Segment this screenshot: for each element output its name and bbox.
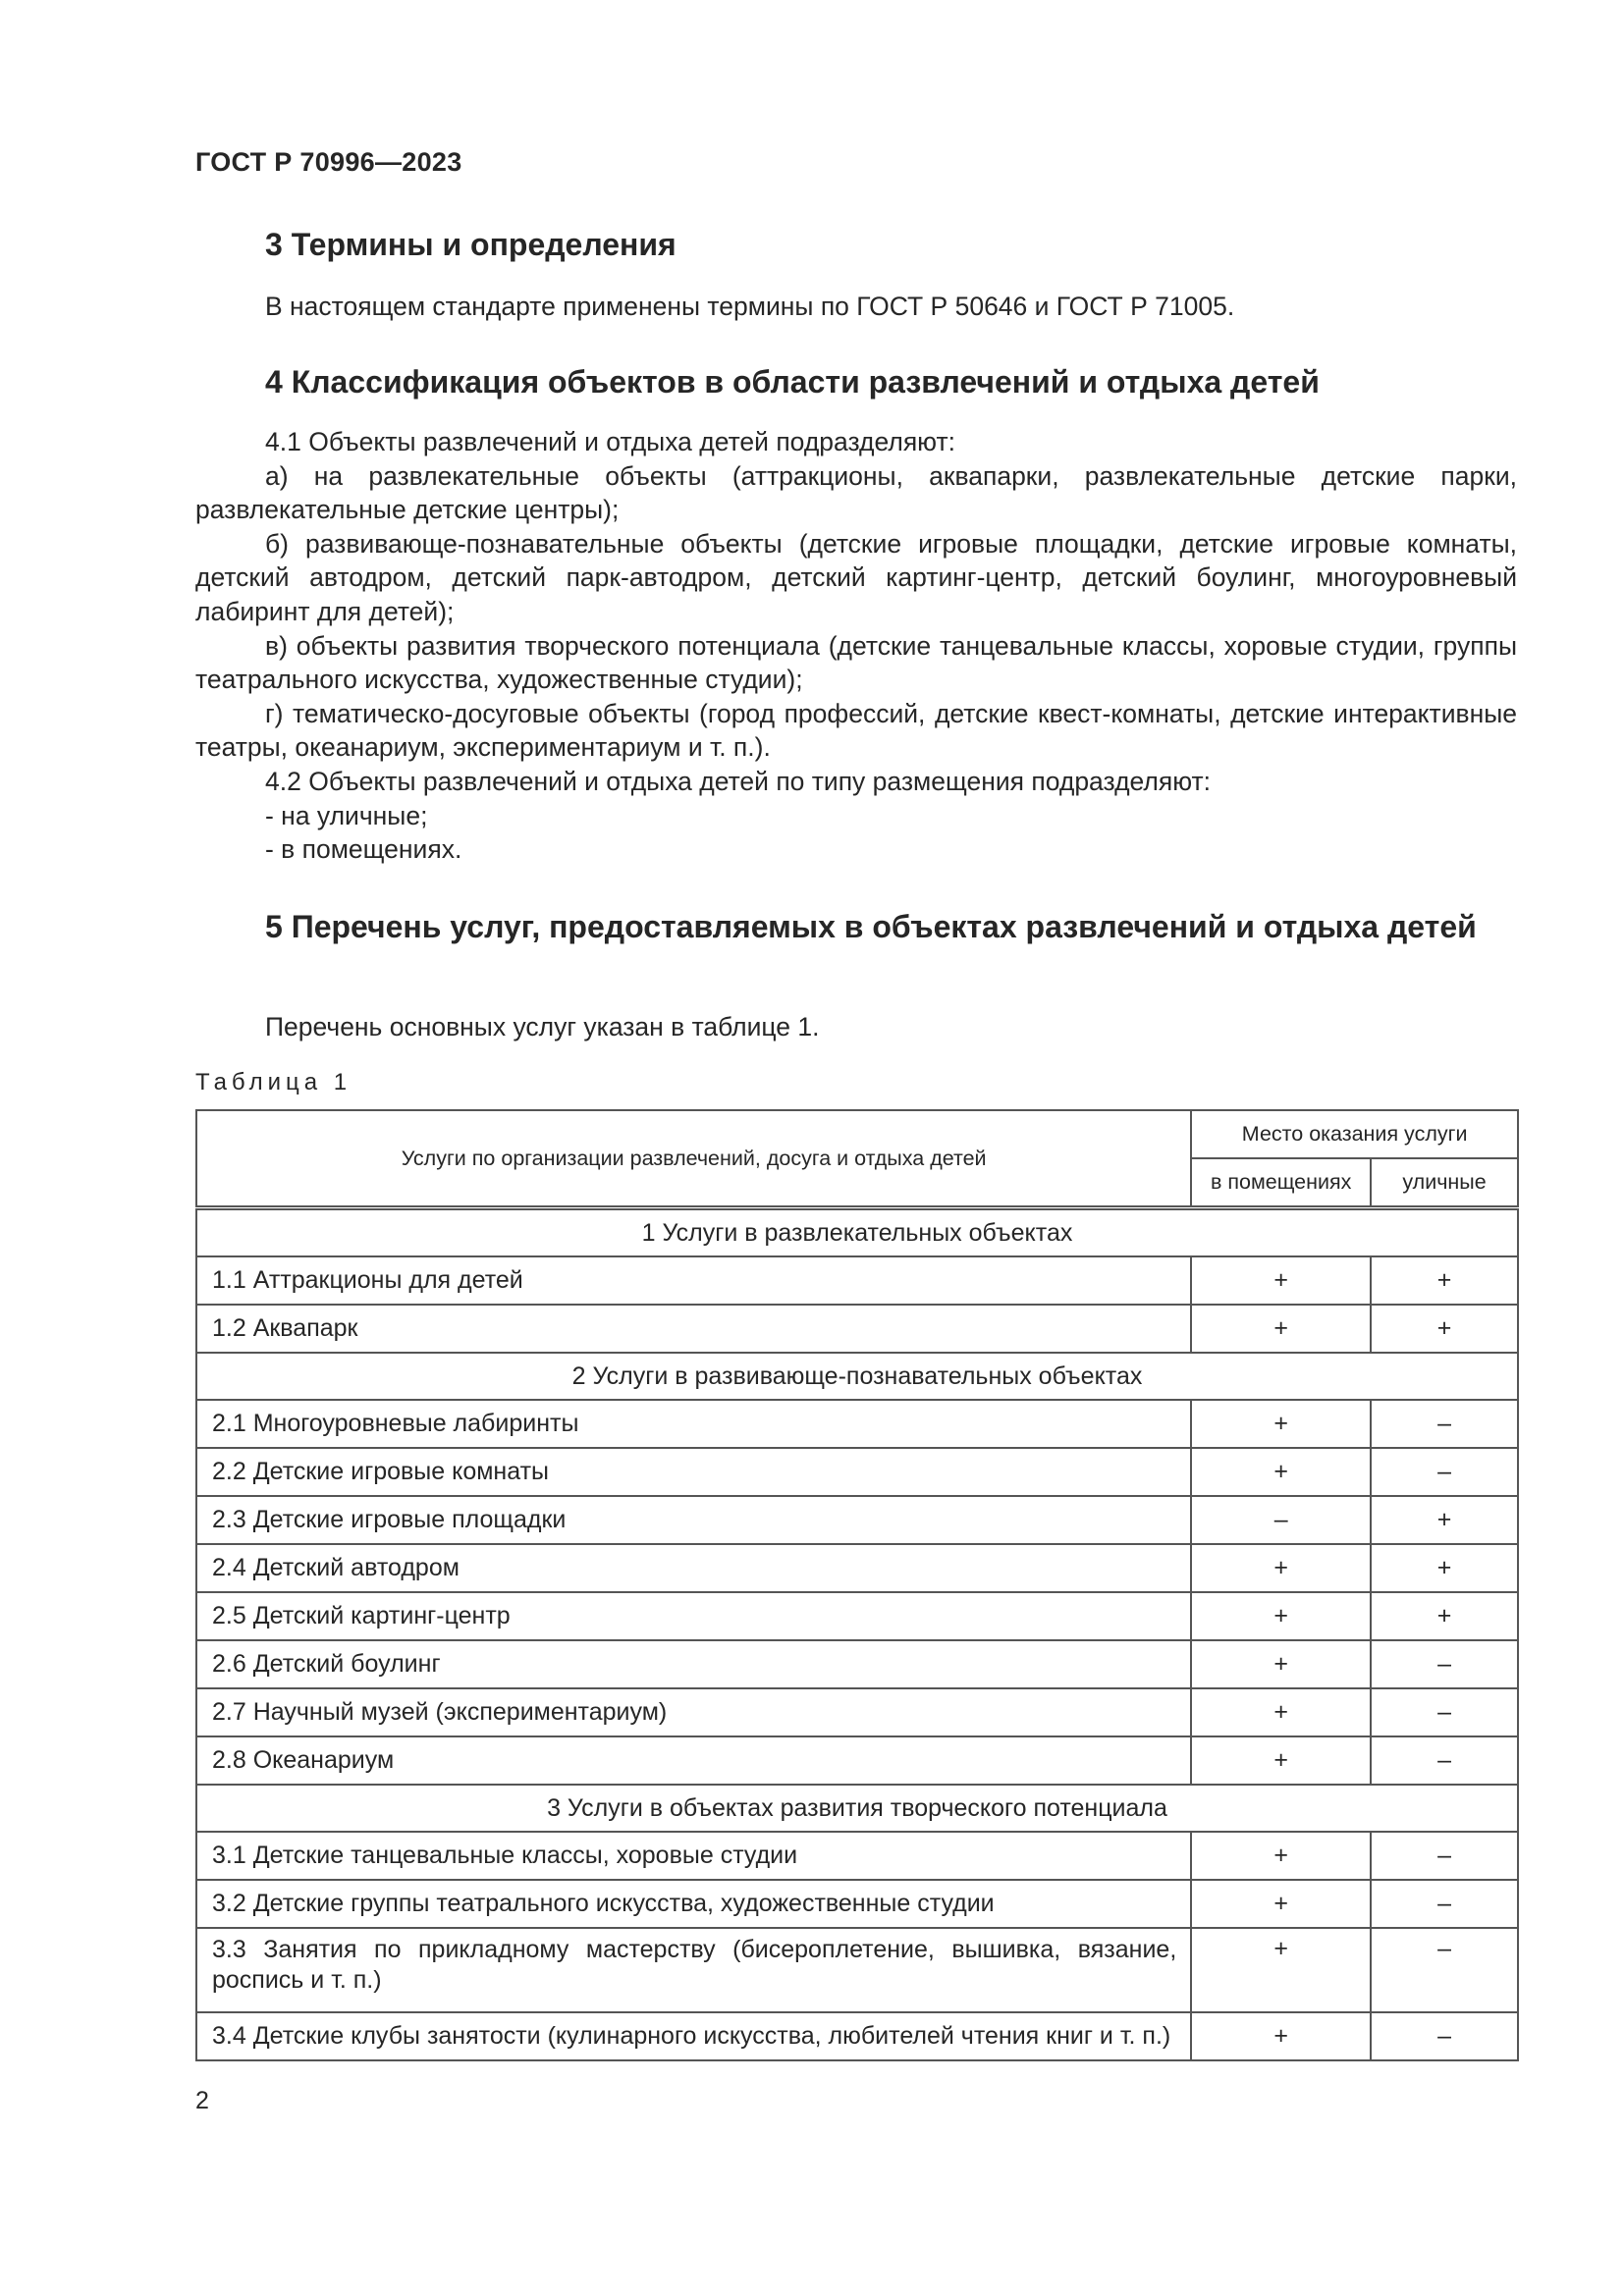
service-name-cell: 3.4 Детские клубы занятости (кулинарного искусства, любителей чтения книг и т. п.) <box>196 2012 1191 2060</box>
table-row <box>196 1496 1518 1544</box>
column-header-place: Место оказания услуги <box>1191 1110 1518 1158</box>
service-name-cell: 2.7 Научный музей (экспериментариум) <box>196 1688 1191 1736</box>
list-item-v: в) объекты развития творческого потенциала (детские танцевальные классы, хоровые студии, группы театрального искусства, художественные студии); <box>195 630 1517 695</box>
service-name-cell: 3.2 Детские группы театрального искусства, художественные студии <box>196 1880 1191 1928</box>
paragraph-4-1: 4.1 Объекты развлечений и отдыха детей подразделяют: <box>265 427 955 456</box>
table-row <box>196 1928 1518 2012</box>
service-name-cell: 3.3 Занятия по прикладному мастерству (бисероплетение, вышивка, вязание, роспись и т. п.) <box>196 1928 1191 2012</box>
service-name-cell: 2.6 Детский боулинг <box>196 1640 1191 1688</box>
table-row <box>196 1736 1518 1785</box>
indoor-mark-cell: + <box>1191 1688 1371 1736</box>
indoor-mark-cell: + <box>1191 1305 1371 1353</box>
section-5-title: 5 Перечень услуг, предоставляемых в объектах развлечений и отдыха детей <box>265 909 1477 944</box>
table-group-row <box>196 1353 1518 1400</box>
indoor-mark-cell: + <box>1191 1448 1371 1496</box>
section-3-body <box>195 290 1517 324</box>
table-row <box>196 1640 1518 1688</box>
indoor-mark-cell: + <box>1191 2012 1371 2060</box>
service-name-cell: 2.3 Детские игровые площадки <box>196 1496 1191 1544</box>
list-item-outdoor: - на уличные; <box>265 800 428 830</box>
table-row <box>196 1305 1518 1353</box>
document-code: ГОСТ Р 70996—2023 <box>195 147 462 177</box>
indoor-mark-cell: + <box>1191 1880 1371 1928</box>
outdoor-mark-cell: + <box>1371 1544 1518 1592</box>
outdoor-mark-cell: – <box>1371 1928 1518 2012</box>
column-header-indoor: в помещениях <box>1191 1158 1371 1208</box>
outdoor-mark-cell: – <box>1371 2012 1518 2060</box>
outdoor-mark-cell: – <box>1371 1640 1518 1688</box>
table-group-title: 3 Услуги в объектах развития творческого потенциала <box>196 1785 1518 1832</box>
services-table <box>195 1109 1519 2061</box>
table-row <box>196 1688 1518 1736</box>
indoor-mark-cell: + <box>1191 1736 1371 1785</box>
outdoor-mark-cell: + <box>1371 1592 1518 1640</box>
service-name-cell: 1.1 Аттракционы для детей <box>196 1256 1191 1305</box>
section-4-title: 4 Классификация объектов в области развлечений и отдыха детей <box>265 364 1320 400</box>
service-name-cell: 2.5 Детский картинг-центр <box>196 1592 1191 1640</box>
table-group-row <box>196 1785 1518 1832</box>
table-row <box>196 1448 1518 1496</box>
section-3-title: 3 Термины и определения <box>265 227 677 262</box>
indoor-mark-cell: + <box>1191 1832 1371 1880</box>
table-row <box>196 1592 1518 1640</box>
service-name-cell: 2.4 Детский автодром <box>196 1544 1191 1592</box>
table-row <box>196 2012 1518 2060</box>
section-5-text: Перечень основных услуг указан в таблице 1. <box>265 1012 820 1041</box>
table-group-title: 2 Услуги в развивающе-познавательных объектах <box>196 1353 1518 1400</box>
section-5-body <box>195 1010 1517 1044</box>
table-row <box>196 1256 1518 1305</box>
outdoor-mark-cell: – <box>1371 1832 1518 1880</box>
service-name-cell: 2.1 Многоуровневые лабиринты <box>196 1400 1191 1448</box>
indoor-mark-cell: + <box>1191 1544 1371 1592</box>
list-item-b: б) развивающе-познавательные объекты (детские игровые площадки, детские игровые комнаты, детский автодром, детский парк-автодром, детский картинг-центр, детский боулинг, многоуровневый лабиринт для детей); <box>195 528 1517 626</box>
section-4-body <box>195 425 1517 867</box>
service-name-cell: 3.1 Детские танцевальные классы, хоровые студии <box>196 1832 1191 1880</box>
table-body <box>196 1208 1518 2061</box>
page-number: 2 <box>195 2087 209 2114</box>
table-row <box>196 1832 1518 1880</box>
section-3-text: В настоящем стандарте применены термины по ГОСТ Р 50646 и ГОСТ Р 71005. <box>265 292 1235 321</box>
outdoor-mark-cell: – <box>1371 1736 1518 1785</box>
indoor-mark-cell: – <box>1191 1496 1371 1544</box>
indoor-mark-cell: + <box>1191 1640 1371 1688</box>
table-row <box>196 1400 1518 1448</box>
outdoor-mark-cell: – <box>1371 1880 1518 1928</box>
column-header-outdoor: уличные <box>1371 1158 1518 1208</box>
indoor-mark-cell: + <box>1191 1400 1371 1448</box>
table-group-row <box>196 1208 1518 1257</box>
table-row <box>196 1544 1518 1592</box>
indoor-mark-cell: + <box>1191 1256 1371 1305</box>
service-name-cell: 1.2 Аквапарк <box>196 1305 1191 1353</box>
list-item-a: а) на развлекательные объекты (аттракционы, аквапарки, развлекательные детские парки, развлекательные детские центры); <box>195 460 1517 525</box>
service-name-cell: 2.8 Океанариум <box>196 1736 1191 1785</box>
column-header-service: Услуги по организации развлечений, досуга и отдыха детей <box>196 1110 1191 1208</box>
table-caption: Таблица 1 <box>195 1069 352 1095</box>
service-name-cell: 2.2 Детские игровые комнаты <box>196 1448 1191 1496</box>
list-item-indoor: - в помещениях. <box>265 834 462 865</box>
outdoor-mark-cell: + <box>1371 1496 1518 1544</box>
indoor-mark-cell: + <box>1191 1592 1371 1640</box>
outdoor-mark-cell: – <box>1371 1688 1518 1736</box>
table-row <box>196 1880 1518 1928</box>
paragraph-4-2: 4.2 Объекты развлечений и отдыха детей по типу размещения подразделяют: <box>265 766 1211 796</box>
indoor-mark-cell: + <box>1191 1928 1371 2012</box>
outdoor-mark-cell: + <box>1371 1305 1518 1353</box>
list-item-g: г) тематическо-досуговые объекты (город профессий, детские квест-комнаты, детские интерактивные театры, океанариум, экспериментариум и т. п.). <box>195 698 1517 763</box>
outdoor-mark-cell: + <box>1371 1256 1518 1305</box>
outdoor-mark-cell: – <box>1371 1400 1518 1448</box>
outdoor-mark-cell: – <box>1371 1448 1518 1496</box>
table-group-title: 1 Услуги в развлекательных объектах <box>196 1208 1518 1257</box>
